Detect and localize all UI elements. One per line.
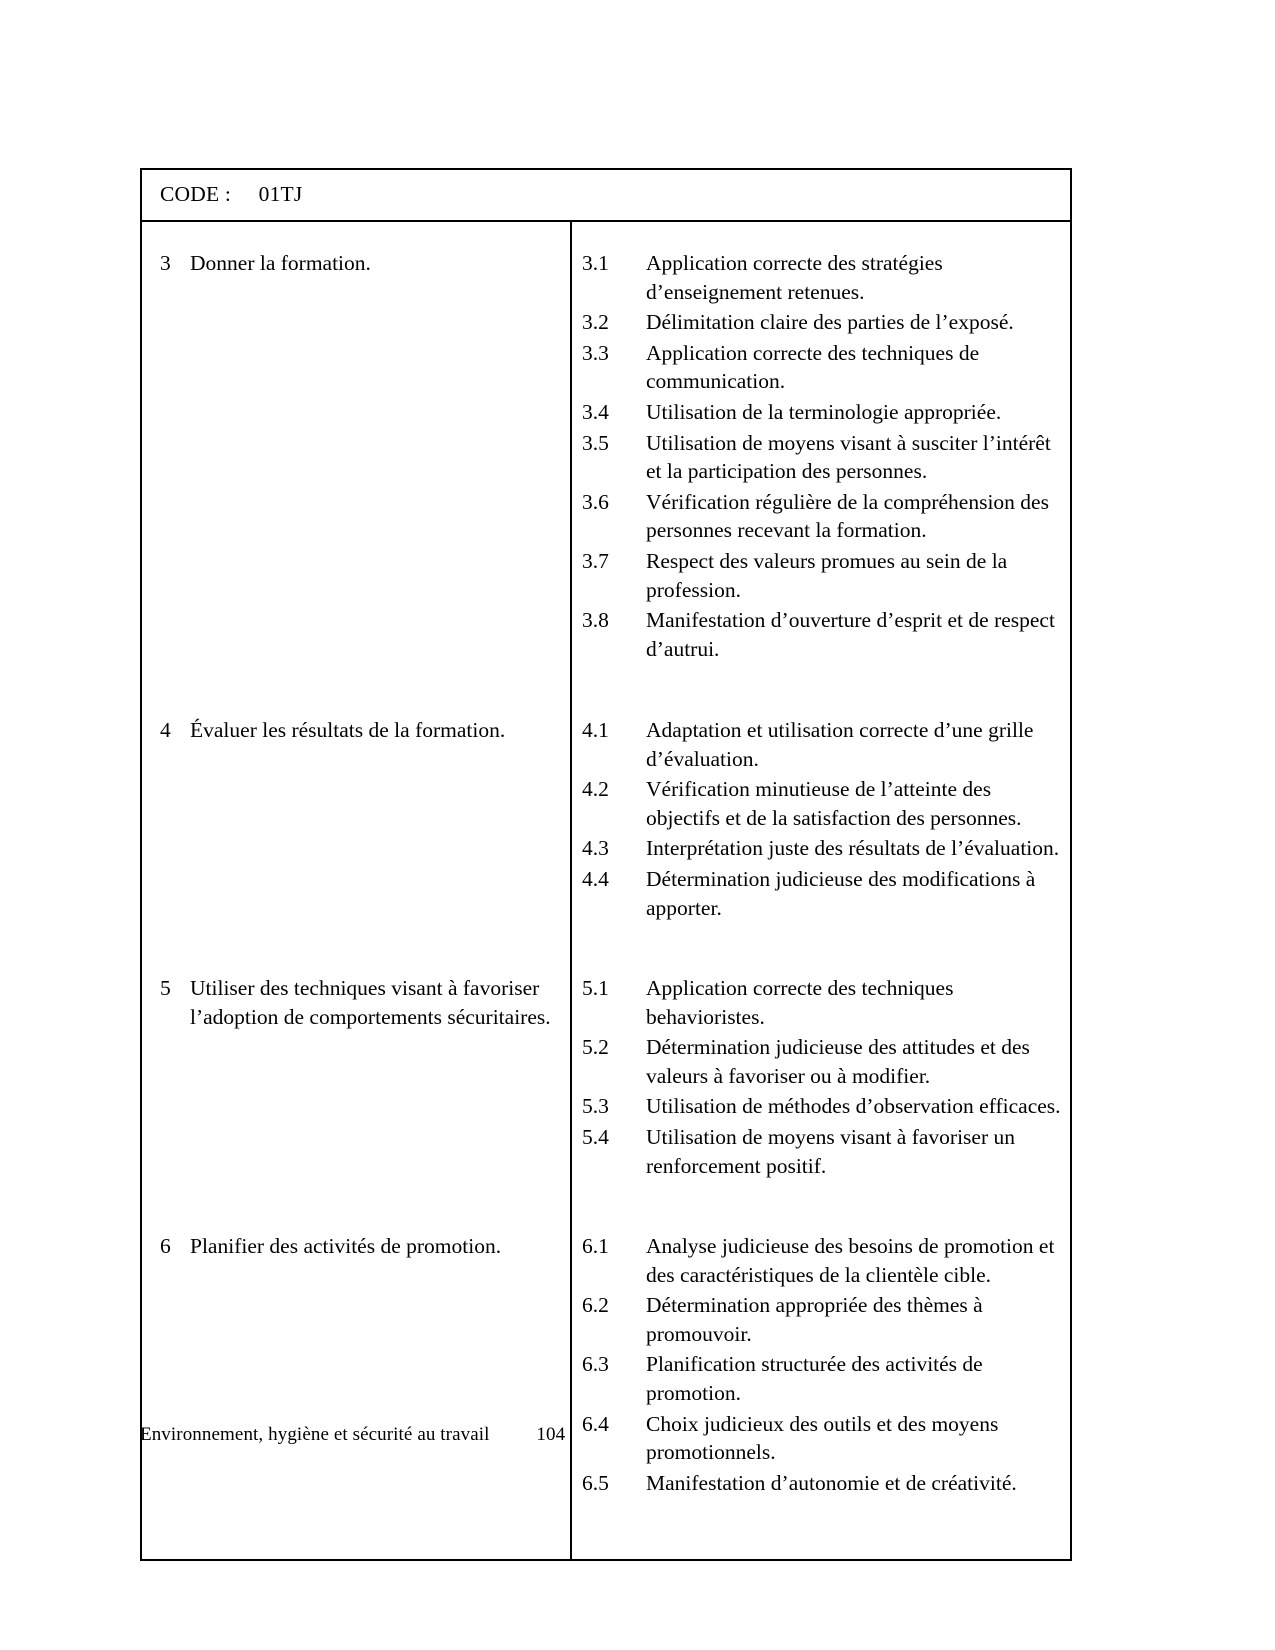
task-item: [142, 249, 570, 278]
criterion-text: Vérification minutieuse de l’atteinte des objectifs et de la satisfaction des personnes.: [646, 777, 1022, 830]
criterion-text: Utilisation de la terminologie appropriée.: [646, 399, 1002, 424]
code-label: CODE :: [160, 182, 232, 206]
criterion-item: [572, 974, 1070, 1031]
criterion-text: Application correcte des techniques de communication.: [646, 340, 980, 394]
criterion-item: [572, 1092, 1070, 1121]
criterion-number: 5.4: [582, 1124, 609, 1149]
page-footer: [140, 1424, 565, 1446]
criteria-list: [572, 716, 1070, 922]
criteria-group: [572, 948, 1070, 1206]
criterion-item: [572, 339, 1070, 396]
footer-page-number: 104: [536, 1424, 566, 1445]
criterion-text: Utilisation de moyens visant à favoriser un renforcement positif.: [646, 1124, 1016, 1178]
criterion-text: Utilisation de méthodes d’observation efficaces.: [646, 1094, 1061, 1119]
criterion-text: Détermination judicieuse des attitudes et des valeurs à favoriser ou à modifier.: [646, 1035, 1030, 1088]
criterion-number: 4.2: [582, 777, 609, 802]
criterion-number: 6.2: [582, 1293, 609, 1318]
task-number: 3: [160, 251, 171, 275]
criterion-text: Manifestation d’ouverture d’esprit et de respect d’autrui.: [646, 608, 1055, 661]
criterion-text: Utilisation de moyens visant à susciter l’intérêt et la participation des personnes.: [646, 430, 1051, 484]
criteria-list: [572, 1232, 1070, 1497]
criterion-number: 5.2: [582, 1035, 609, 1060]
criterion-number: 4.1: [582, 718, 609, 742]
task-group: [142, 1206, 570, 1523]
criterion-number: 4.4: [582, 866, 609, 891]
criterion-text: Planification structurée des activités de promotion.: [646, 1352, 983, 1405]
criterion-text: Détermination appropriée des thèmes à promouvoir.: [646, 1293, 983, 1346]
tasks-column: [142, 222, 571, 1559]
criterion-item: [572, 1291, 1070, 1348]
criterion-text: Analyse judicieuse des besoins de promotion et des caractéristiques de la clientèle cible.: [646, 1234, 1055, 1287]
footer-program-title: Environnement, hygiène et sécurité au travail: [140, 1424, 490, 1445]
criterion-text: Adaptation et utilisation correcte d’une grille d’évaluation.: [646, 718, 1034, 771]
criterion-item: [572, 1232, 1070, 1289]
criterion-number: 3.5: [582, 430, 609, 455]
criteria-group: [572, 690, 1070, 948]
task-text: Évaluer les résultats de la formation.: [190, 718, 506, 742]
criteria-list: [572, 974, 1070, 1180]
criterion-number: 3.4: [582, 399, 609, 424]
criterion-number: 6.4: [582, 1411, 609, 1436]
task-group: [142, 690, 570, 948]
criterion-item: [572, 1123, 1070, 1180]
code-header-row: [142, 170, 1070, 222]
task-text: Planifier des activités de promotion.: [190, 1234, 502, 1258]
criterion-item: [572, 429, 1070, 486]
matrix-body: [142, 222, 1070, 1559]
competency-table: [140, 168, 1072, 1561]
criterion-item: [572, 865, 1070, 922]
tasks-bottom-spacer: [142, 1523, 570, 1559]
criterion-item: [572, 834, 1070, 863]
criteria-column: [571, 222, 1070, 1559]
criterion-item: [572, 308, 1070, 337]
criteria-group: [572, 1206, 1070, 1523]
criterion-number: 3.7: [582, 548, 609, 573]
criterion-item: [572, 547, 1070, 604]
task-group: [142, 948, 570, 1206]
matrix-row: [142, 222, 1070, 1559]
task-number: 5: [160, 976, 171, 1000]
criterion-item: [572, 249, 1070, 306]
criterion-item: [572, 1469, 1070, 1498]
criterion-number: 3.2: [582, 310, 609, 335]
criterion-item: [572, 716, 1070, 773]
criterion-text: Manifestation d’autonomie et de créativité.: [646, 1470, 1017, 1495]
criterion-number: 6.5: [582, 1470, 609, 1495]
criterion-item: [572, 398, 1070, 427]
criterion-item: [572, 1033, 1070, 1090]
task-number: 4: [160, 718, 171, 742]
criterion-item: [572, 488, 1070, 545]
task-item: [142, 716, 570, 745]
criterion-number: 5.3: [582, 1094, 609, 1119]
criterion-number: 6.3: [582, 1352, 609, 1377]
task-item: [142, 1232, 570, 1261]
criterion-number: 3.3: [582, 340, 609, 365]
criterion-text: Interprétation juste des résultats de l’évaluation.: [646, 836, 1060, 861]
criterion-number: 3.8: [582, 608, 609, 633]
criterion-number: 3.6: [582, 489, 609, 514]
task-item: [142, 974, 570, 1031]
code-value: 01TJ: [258, 182, 303, 206]
criteria-bottom-spacer: [572, 1523, 1070, 1559]
criterion-number: 5.1: [582, 976, 609, 1000]
criterion-item: [572, 775, 1070, 832]
criteria-container: [572, 222, 1070, 1523]
task-text: Utiliser des techniques visant à favoriser l’adoption de comportements sécuritaires.: [190, 976, 551, 1029]
criterion-text: Détermination judicieuse des modifications à apporter.: [646, 866, 1036, 920]
criterion-item: [572, 1350, 1070, 1407]
criterion-text: Délimitation claire des parties de l’exposé.: [646, 310, 1014, 335]
criterion-text: Choix judicieux des outils et des moyens promotionnels.: [646, 1411, 999, 1465]
task-group: [142, 222, 570, 690]
task-number: 6: [160, 1234, 171, 1258]
criterion-text: Respect des valeurs promues au sein de la profession.: [646, 548, 1008, 602]
task-criteria-matrix: [142, 222, 1070, 1559]
criterion-item: [572, 1410, 1070, 1467]
criterion-number: 6.1: [582, 1234, 609, 1258]
task-text: Donner la formation.: [190, 251, 371, 275]
criterion-item: [572, 606, 1070, 663]
criterion-number: 4.3: [582, 836, 609, 861]
criterion-text: Application correcte des techniques behavioristes.: [646, 976, 954, 1029]
tasks-container: [142, 222, 570, 1523]
criterion-text: Vérification régulière de la compréhension des personnes recevant la formation.: [646, 489, 1049, 543]
criterion-number: 3.1: [582, 251, 609, 275]
criterion-text: Application correcte des stratégies d’enseignement retenues.: [646, 251, 943, 304]
criteria-list: [572, 249, 1070, 663]
criteria-group: [572, 222, 1070, 690]
